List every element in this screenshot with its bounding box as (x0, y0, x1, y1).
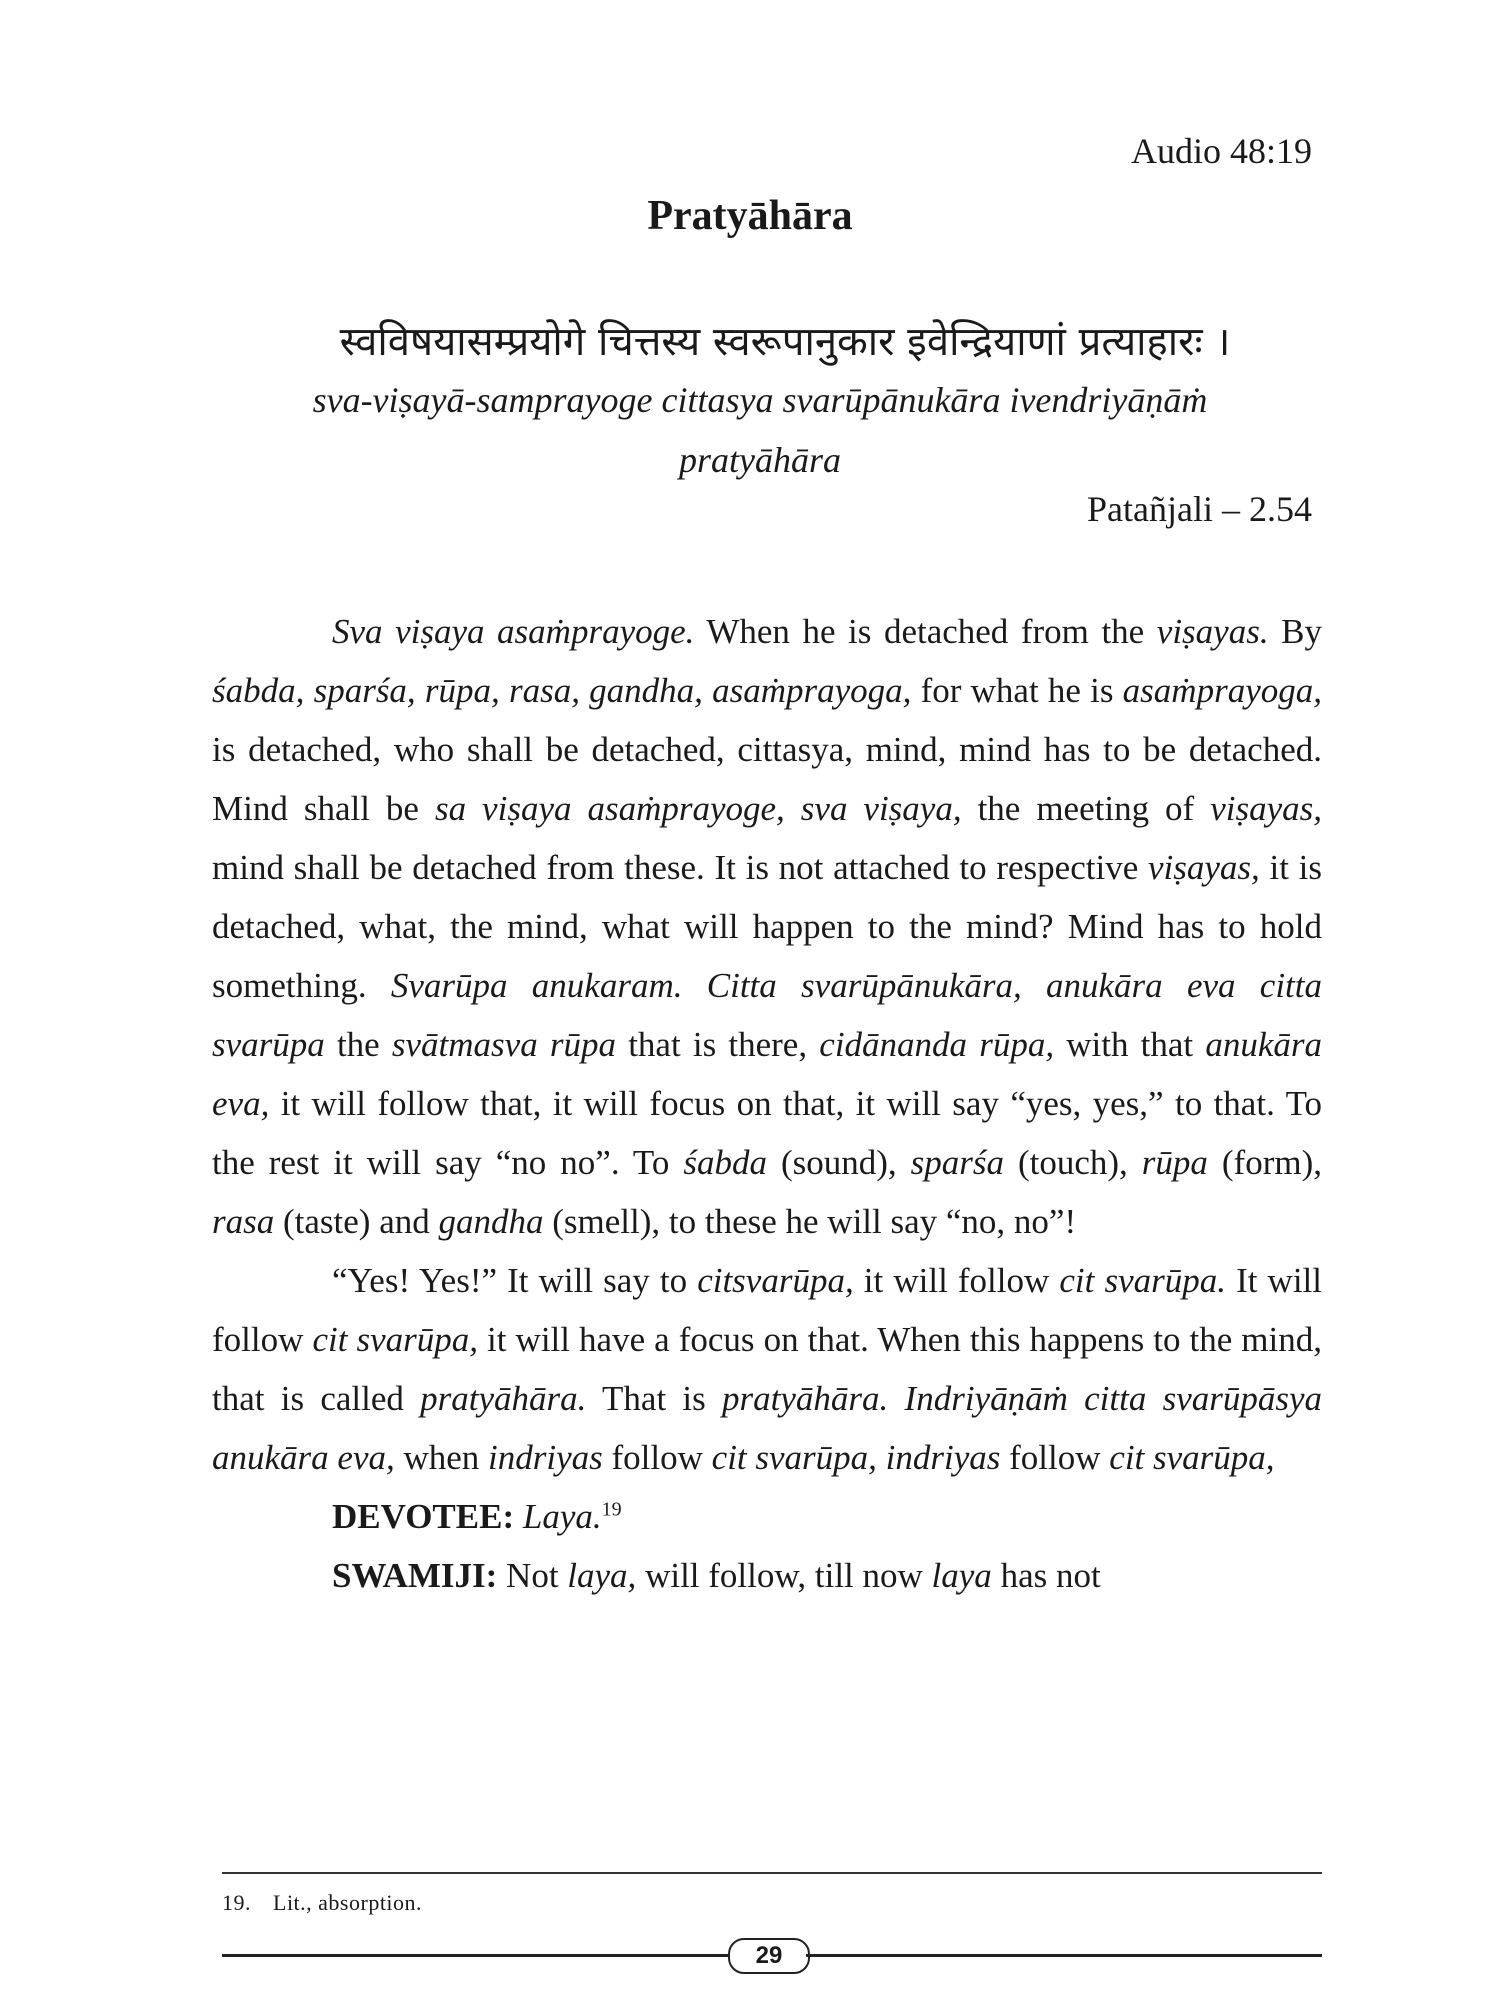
italic-term: svātmasva rūpa (391, 1025, 617, 1064)
italic-term: gandha (438, 1202, 544, 1241)
text-run: (sound), (766, 1143, 911, 1182)
verse-transliteration (200, 370, 1320, 490)
italic-term: śabda (683, 1143, 767, 1182)
italic-term: cit svarūpa. (1059, 1261, 1226, 1300)
italic-term: rasa (212, 1202, 275, 1241)
text-run: It will follow (212, 1261, 1322, 1359)
footnote-divider (222, 1872, 1322, 1874)
bottom-rule-left (222, 1954, 728, 1957)
italic-term: anukāra eva, (212, 1025, 1322, 1123)
italic-term: indriyas (488, 1438, 603, 1477)
text-run: that is there, (616, 1025, 820, 1064)
italic-term: laya (931, 1556, 992, 1595)
text-run: has not (991, 1556, 1101, 1595)
italic-term: cidānanda rūpa, (819, 1025, 1055, 1064)
italic-term: pratyāhāra. (420, 1379, 587, 1418)
text-run: the (324, 1025, 392, 1064)
text-run: By (1268, 612, 1322, 651)
italic-term: cit svarūpa, (1109, 1438, 1275, 1477)
text-run: “Yes! Yes!” It will say to (332, 1261, 698, 1300)
paragraph-4-swamiji (212, 1546, 1322, 1605)
text-run: when (394, 1438, 489, 1477)
footnote (222, 1890, 422, 1916)
italic-term: citsvarūpa, (697, 1261, 854, 1300)
footnote-text: Lit., absorption. (273, 1890, 423, 1915)
italic-term: pratyāhāra. (722, 1379, 889, 1418)
italic-term: Svarūpa anukaram. Citta svarūpānukāra, anukāra eva citta svarūpa (212, 966, 1322, 1064)
text-run: it will follow (853, 1261, 1060, 1300)
text-run: for what he is (911, 671, 1123, 710)
speaker-swamiji: SWAMIJI: (332, 1556, 498, 1595)
speaker-devotee: DEVOTEE: (332, 1497, 515, 1536)
text-run: (taste) and (274, 1202, 439, 1241)
text-run: will follow, till now (636, 1556, 932, 1595)
italic-term: sa viṣaya asaṁprayoge, sva viṣaya, (434, 789, 962, 828)
verse-source: Patañjali – 2.54 (1087, 489, 1312, 529)
text-run: is detached, who shall be detached, cittasya, mind, mind has to be detached. Mind shall be (212, 730, 1322, 828)
text-run: the meeting of (961, 789, 1211, 828)
paragraph-1 (212, 602, 1322, 1251)
italic-term: cit svarūpa, (312, 1320, 478, 1359)
text-run: it will follow that, it will focus on that, it will say “yes, yes,” to that. To the rest it will say “no no”. To (212, 1084, 1322, 1182)
text-run: it will have a focus on that. When this happens to the mind, that is called (212, 1320, 1323, 1418)
text-run: That is (586, 1379, 723, 1418)
text-run: with that (1054, 1025, 1206, 1064)
transliteration-line-2: pratyāhāra (679, 440, 841, 480)
text-run (888, 1379, 904, 1418)
transliteration-line-1: sva-viṣayā-samprayoge cittasya svarūpānukāra ivendriyāṇāṁ (312, 380, 1208, 420)
italic-term: rūpa (1141, 1143, 1208, 1182)
text-run: (touch), (1004, 1143, 1142, 1182)
paragraph-3-devotee (212, 1487, 1322, 1546)
italic-term: asaṁprayoga, (1122, 671, 1322, 710)
text-run: Not (497, 1556, 568, 1595)
text-run: mind shall be detached from these. It is not attached to respective (212, 848, 1148, 887)
italic-term: Indriyāṇāṁ citta svarūpāsya anukāra eva, (212, 1379, 1323, 1477)
italic-term: viṣayas, (1210, 789, 1322, 828)
italic-term: śabda, sparśa, rūpa, rasa, gandha, asaṁprayoga, (212, 671, 912, 710)
paragraph-2 (212, 1251, 1322, 1487)
italic-term: viṣayas, (1147, 848, 1260, 887)
italic-term: viṣayas. (1156, 612, 1269, 651)
footnote-number: 19. (222, 1890, 251, 1915)
italic-term: laya, (567, 1556, 637, 1595)
text-run: (smell), to these he will say “no, no”! (543, 1202, 1077, 1241)
sanskrit-verse: स्वविषयासम्प्रयोगे चित्तस्य स्वरूपानुकार इवेन्द्रियाणां प्रत्याहारः । (339, 319, 1231, 365)
page-number: 29 (728, 1938, 810, 1974)
chapter-title: Pratyāhāra (647, 193, 853, 239)
footnote-ref[interactable]: 19 (601, 1498, 622, 1521)
body-text (212, 602, 1322, 1605)
italic-term: Laya. (522, 1497, 602, 1536)
text-run: When he is detached from the (694, 612, 1157, 651)
text-run: (form), (1207, 1143, 1323, 1182)
italic-term: sparśa (910, 1143, 1004, 1182)
audio-reference: Audio 48:19 (1130, 131, 1312, 171)
text-run: it is detached, what, the mind, what will happen to the mind? Mind has to hold something. (212, 848, 1322, 1005)
text-run: follow (602, 1438, 712, 1477)
italic-term: cit svarūpa, indriyas (711, 1438, 1001, 1477)
bottom-rule-right (806, 1954, 1322, 1957)
italic-term: Sva viṣaya asaṁprayoge. (332, 612, 695, 651)
text-run: follow (1000, 1438, 1110, 1477)
